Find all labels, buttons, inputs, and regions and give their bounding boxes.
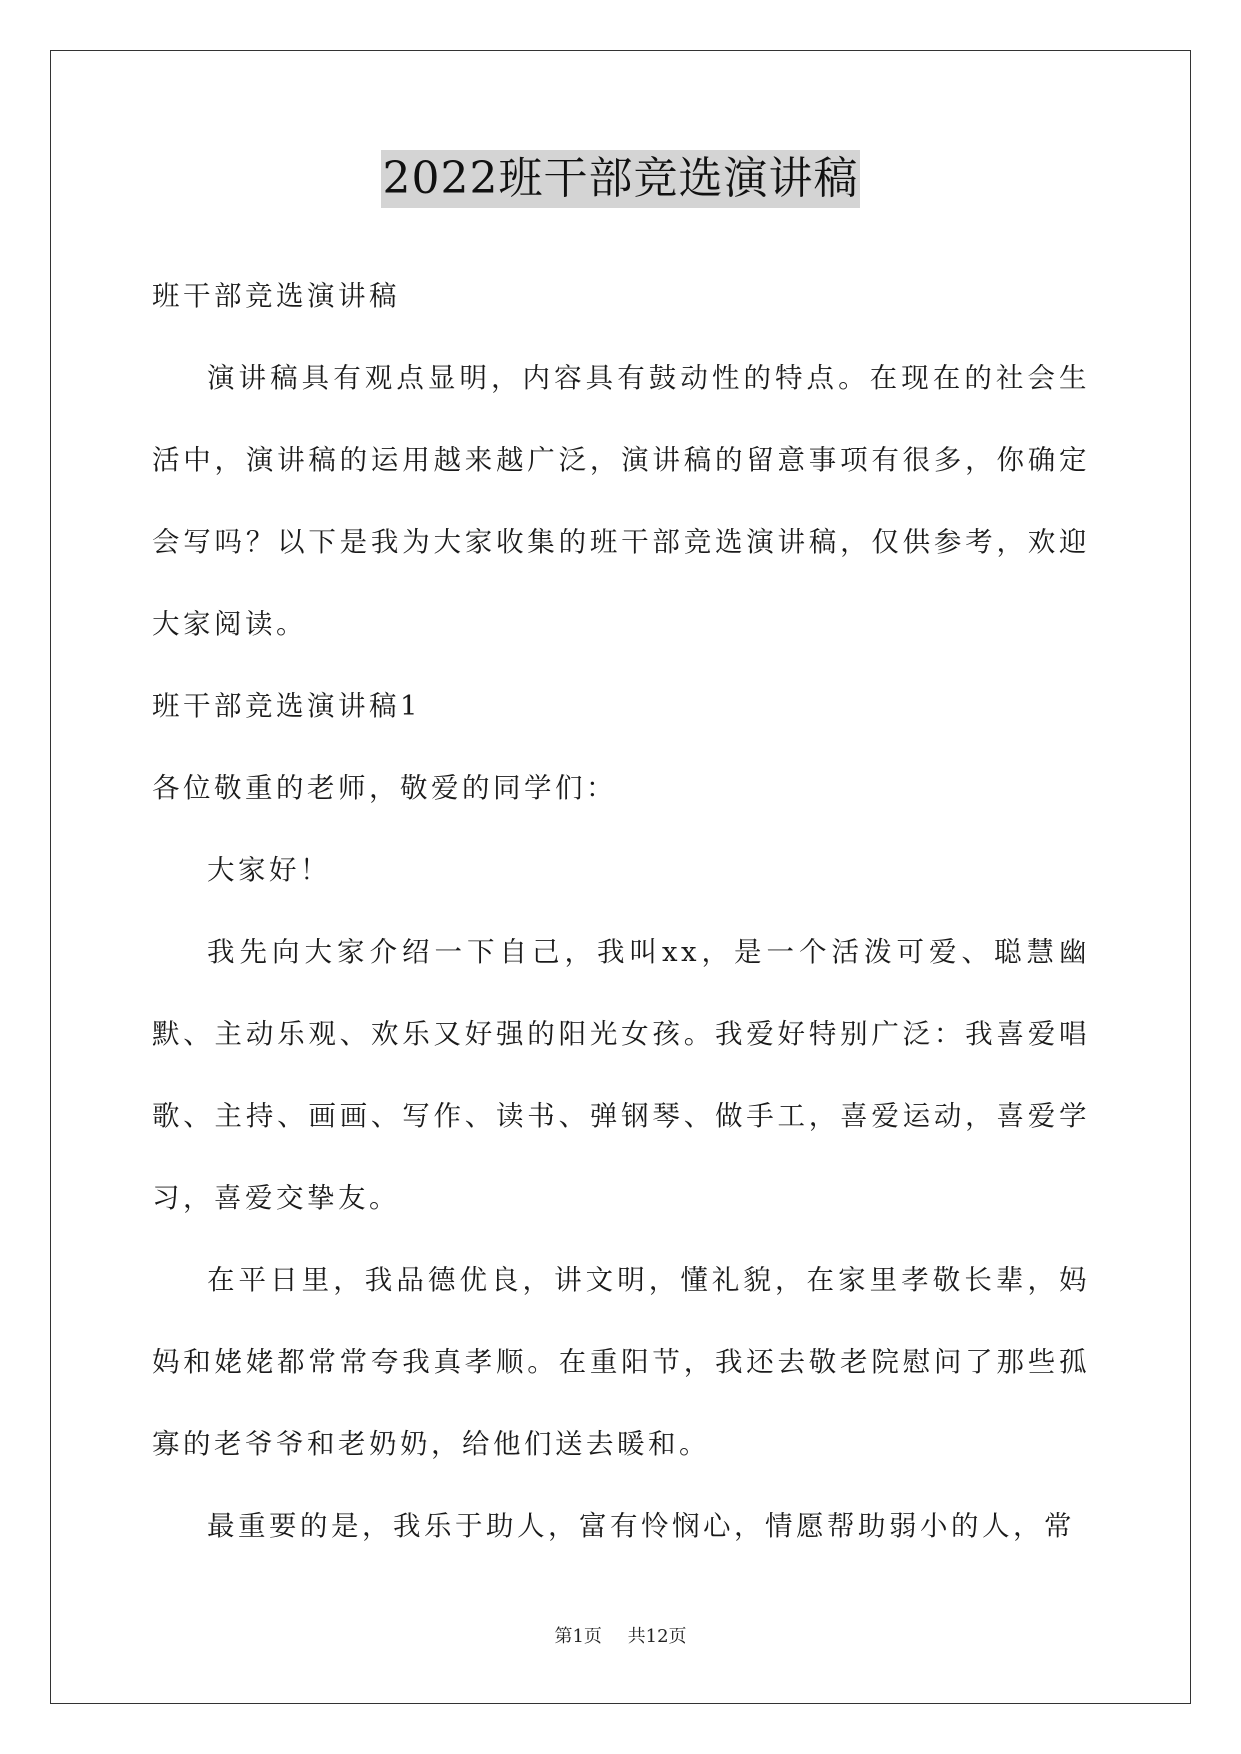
section-heading: 班干部竞选演讲稿1	[152, 690, 421, 722]
body-paragraph: 我先向大家介绍一下自己，我叫xx，是一个活泼可爱、聪慧幽默、主动乐观、欢乐又好强的阳光女孩。我爱好特别广泛：我喜爱唱歌、主持、画画、写作、读书、弹钢琴、做手工，喜爱运动，喜爱学习，喜爱交挚友。	[152, 936, 1090, 1214]
page-footer	[0, 1622, 1241, 1648]
greeting: 大家好！	[207, 854, 331, 886]
salutation: 各位敬重的老师，敬爱的同学们：	[152, 772, 617, 804]
page-number: 第1页	[554, 1626, 602, 1647]
section-heading: 班干部竞选演讲稿	[152, 280, 400, 312]
body-paragraph: 在平日里，我品德优良，讲文明，懂礼貌，在家里孝敬长辈，妈妈和姥姥都常常夸我真孝顺。在重阳节，我还去敬老院慰问了那些孤寡的老爷爷和老奶奶，给他们送去暖和。	[152, 1264, 1090, 1460]
page-total: 共12页	[627, 1626, 687, 1647]
title-container	[0, 150, 1241, 208]
body-paragraph: 演讲稿具有观点显明，内容具有鼓动性的特点。在现在的社会生活中，演讲稿的运用越来越广泛，演讲稿的留意事项有很多，你确定会写吗？以下是我为大家收集的班干部竞选演讲稿，仅供参考，欢迎大家阅读。	[152, 362, 1090, 640]
body-paragraph: 最重要的是，我乐于助人，富有怜悯心，情愿帮助弱小的人，常	[207, 1510, 1075, 1542]
document-title: 2022班干部竞选演讲稿	[381, 150, 861, 208]
document-body	[152, 255, 1090, 1567]
